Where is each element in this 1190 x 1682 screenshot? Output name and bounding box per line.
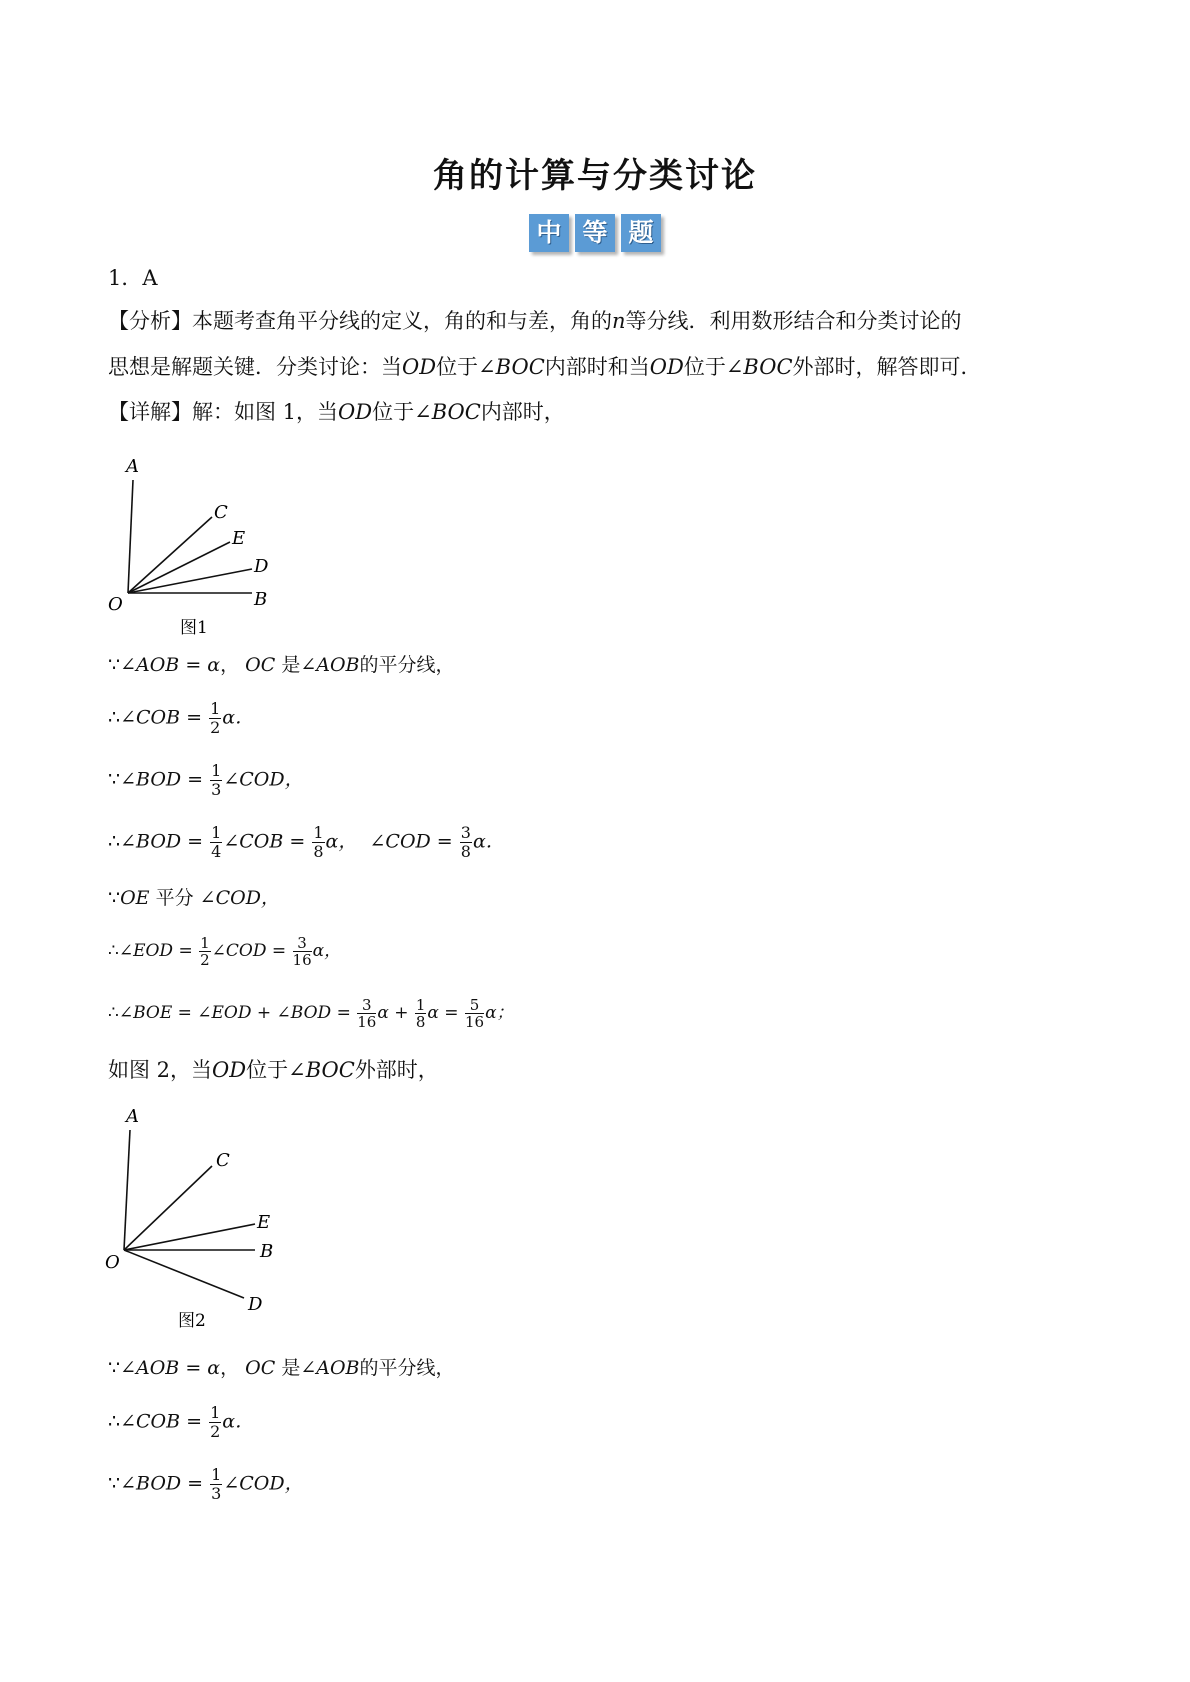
alpha-text: α．	[222, 706, 255, 729]
analysis-text-2d: 外部时，解答即可．	[792, 355, 982, 379]
analysis-text-2b: 位于	[436, 355, 479, 379]
cod-text: ∠COD，	[199, 887, 280, 909]
cob-label: ∠COB =	[120, 1410, 203, 1433]
fig2-label-c: C	[216, 1150, 230, 1171]
fig2-label-a: A	[126, 1106, 139, 1127]
fig1-label-e: E	[232, 528, 246, 549]
aob-alpha: ∠AOB = α	[120, 1357, 221, 1379]
numerator: 1	[211, 1465, 222, 1484]
cod-text: ∠COD，	[223, 1472, 304, 1495]
bisector-text: 的平分线，	[359, 654, 455, 676]
denominator: 16	[464, 1013, 485, 1031]
eq-9	[108, 1404, 254, 1441]
eq-3	[108, 762, 304, 799]
case2-position: 位于	[246, 1058, 289, 1082]
denominator: 3	[211, 1484, 222, 1503]
fraction	[465, 997, 484, 1030]
alpha-text: α =	[427, 1003, 459, 1023]
aob-label: ∠AOB	[300, 1357, 360, 1379]
bisector-text: 的平分线，	[359, 1357, 455, 1379]
bod-label: ∠BOD =	[120, 830, 204, 853]
since-symbol: ∵	[108, 1472, 121, 1495]
figure-1	[100, 450, 300, 645]
fig1-label-o: O	[108, 594, 123, 615]
fraction	[357, 997, 376, 1030]
fig2-label-d: D	[248, 1294, 263, 1315]
oe-label: OE	[120, 887, 150, 909]
is-text: 是	[281, 654, 301, 676]
fraction	[460, 824, 472, 861]
therefore-symbol: ∴	[108, 706, 121, 729]
od-label: OD	[649, 355, 684, 379]
analysis-text-1b: 等分线．利用数形结合和分类讨论的	[625, 309, 962, 333]
od-label: OD	[338, 400, 373, 424]
numerator: 3	[460, 823, 471, 842]
cod-label: ∠COD =	[369, 830, 453, 853]
numerator: 1	[210, 699, 221, 718]
denominator: 2	[200, 951, 210, 969]
fraction	[209, 700, 221, 737]
analysis-head: 【分析】	[108, 309, 192, 333]
eod-label: ∠EOD =	[118, 941, 193, 961]
eq-1: ∵∠AOB = α， OC 是∠AOB的平分线，	[108, 654, 455, 676]
n-variable: n	[612, 309, 626, 333]
numerator: 1	[200, 934, 210, 952]
analysis-text-1a: 本题考查角平分线的定义，角的和与差，角的	[192, 309, 612, 333]
since-symbol: ∵	[108, 768, 121, 791]
fig2-label-e: E	[257, 1212, 271, 1233]
denominator: 3	[211, 780, 222, 799]
denominator: 8	[313, 842, 324, 861]
numerator: 1	[313, 823, 324, 842]
od-label: OD	[402, 355, 437, 379]
eq-7	[108, 997, 514, 1030]
eq-6	[108, 935, 341, 968]
eq-5	[108, 883, 280, 913]
numerator: 1	[211, 761, 222, 780]
denominator: 2	[210, 1422, 221, 1441]
case2-intro	[108, 1055, 439, 1085]
difficulty-badge-3: 题	[621, 214, 661, 252]
eq-4	[108, 824, 505, 861]
boe-label: ∠BOE = ∠EOD + ∠BOD =	[118, 1003, 351, 1023]
detail-position: 位于	[372, 400, 415, 424]
boc-label: ∠BOC	[478, 355, 545, 379]
numerator: 3	[357, 997, 376, 1014]
denominator: 2	[210, 718, 221, 737]
detail-text-a: 解：如图 1，当	[192, 400, 339, 424]
detail-head: 【详解】	[108, 400, 192, 424]
since-symbol: ∵	[108, 887, 121, 909]
detail-line	[108, 397, 565, 427]
denominator: 8	[415, 1013, 426, 1031]
therefore-symbol: ∴	[108, 1003, 119, 1023]
cob-label: ∠COB =	[223, 830, 306, 853]
numerator: 1	[210, 1403, 221, 1422]
oc-label: OC	[245, 654, 276, 676]
therefore-symbol: ∴	[108, 941, 119, 961]
boc-label: ∠BOC	[414, 400, 481, 424]
analysis-text-2a: 思想是解题关键．分类讨论：当	[108, 355, 402, 379]
alpha-text: α，	[312, 941, 342, 961]
alpha-text: α．	[222, 1410, 255, 1433]
od-label: OD	[212, 1058, 247, 1082]
fig1-label-b: B	[254, 589, 268, 610]
analysis-line-1	[108, 306, 962, 336]
alpha-text: α，	[325, 830, 358, 853]
alpha-text: α；	[485, 1003, 514, 1023]
alpha-text: α．	[472, 830, 505, 853]
fig2-label-o: O	[105, 1252, 120, 1273]
fraction	[293, 935, 312, 968]
denominator: 16	[292, 951, 312, 969]
fraction	[210, 1466, 222, 1503]
fig2-label-b: B	[260, 1241, 274, 1262]
page-title: 角的计算与分类讨论	[433, 156, 757, 196]
therefore-symbol: ∴	[108, 830, 121, 853]
cod-text: ∠COD，	[223, 768, 304, 791]
difficulty-badge-2: 等	[575, 214, 615, 252]
eq-8: ∵∠AOB = α， OC 是∠AOB的平分线，	[108, 1357, 455, 1379]
since-symbol: ∵	[108, 1357, 121, 1379]
fig1-caption: 图1	[180, 618, 208, 638]
fig1-label-c: C	[214, 502, 228, 523]
difficulty-badge-1: 中	[529, 214, 569, 252]
figure-2	[100, 1100, 300, 1335]
denominator: 16	[357, 1013, 377, 1031]
since-symbol: ∵	[108, 654, 121, 676]
oc-label: OC	[245, 1357, 276, 1379]
numerator: 1	[211, 823, 222, 842]
bod-label: ∠BOD =	[120, 768, 204, 791]
alpha-text: α +	[377, 1003, 409, 1023]
is-text: 是	[281, 1357, 301, 1379]
analysis-line-2	[108, 352, 982, 382]
detail-text-b: 内部时，	[480, 400, 565, 424]
fraction	[312, 824, 324, 861]
cob-label: ∠COB =	[120, 706, 203, 729]
bod-label: ∠BOD =	[120, 1472, 204, 1495]
fig2-caption: 图2	[178, 1311, 206, 1331]
aob-alpha: ∠AOB = α	[120, 654, 221, 676]
therefore-symbol: ∴	[108, 1410, 121, 1433]
aob-label: ∠AOB	[300, 654, 360, 676]
fraction	[199, 935, 211, 968]
boc-label: ∠BOC	[725, 355, 793, 379]
case2-text-a: 如图 2，当	[108, 1058, 213, 1082]
denominator: 8	[460, 842, 471, 861]
eq-10	[108, 1466, 304, 1503]
analysis-text-2c: 内部时和当	[544, 355, 650, 379]
fraction	[209, 1404, 221, 1441]
eq-2	[108, 700, 254, 737]
fig1-label-d: D	[254, 556, 269, 577]
numerator: 1	[415, 996, 426, 1014]
analysis-text-2b: 位于	[683, 355, 726, 379]
fraction	[210, 824, 222, 861]
numerator: 5	[465, 997, 484, 1014]
fraction	[415, 997, 427, 1030]
difficulty-badges	[0, 214, 1190, 252]
boc-label: ∠BOC	[288, 1058, 355, 1082]
fraction	[210, 762, 222, 799]
numerator: 3	[293, 935, 312, 952]
cod-label: ∠COD =	[211, 941, 287, 961]
case2-text-b: 外部时，	[354, 1058, 439, 1082]
bisects-text: 平分	[155, 887, 194, 909]
fig1-label-a: A	[126, 456, 139, 477]
denominator: 4	[211, 842, 222, 861]
question-number: 1．A	[108, 266, 158, 290]
